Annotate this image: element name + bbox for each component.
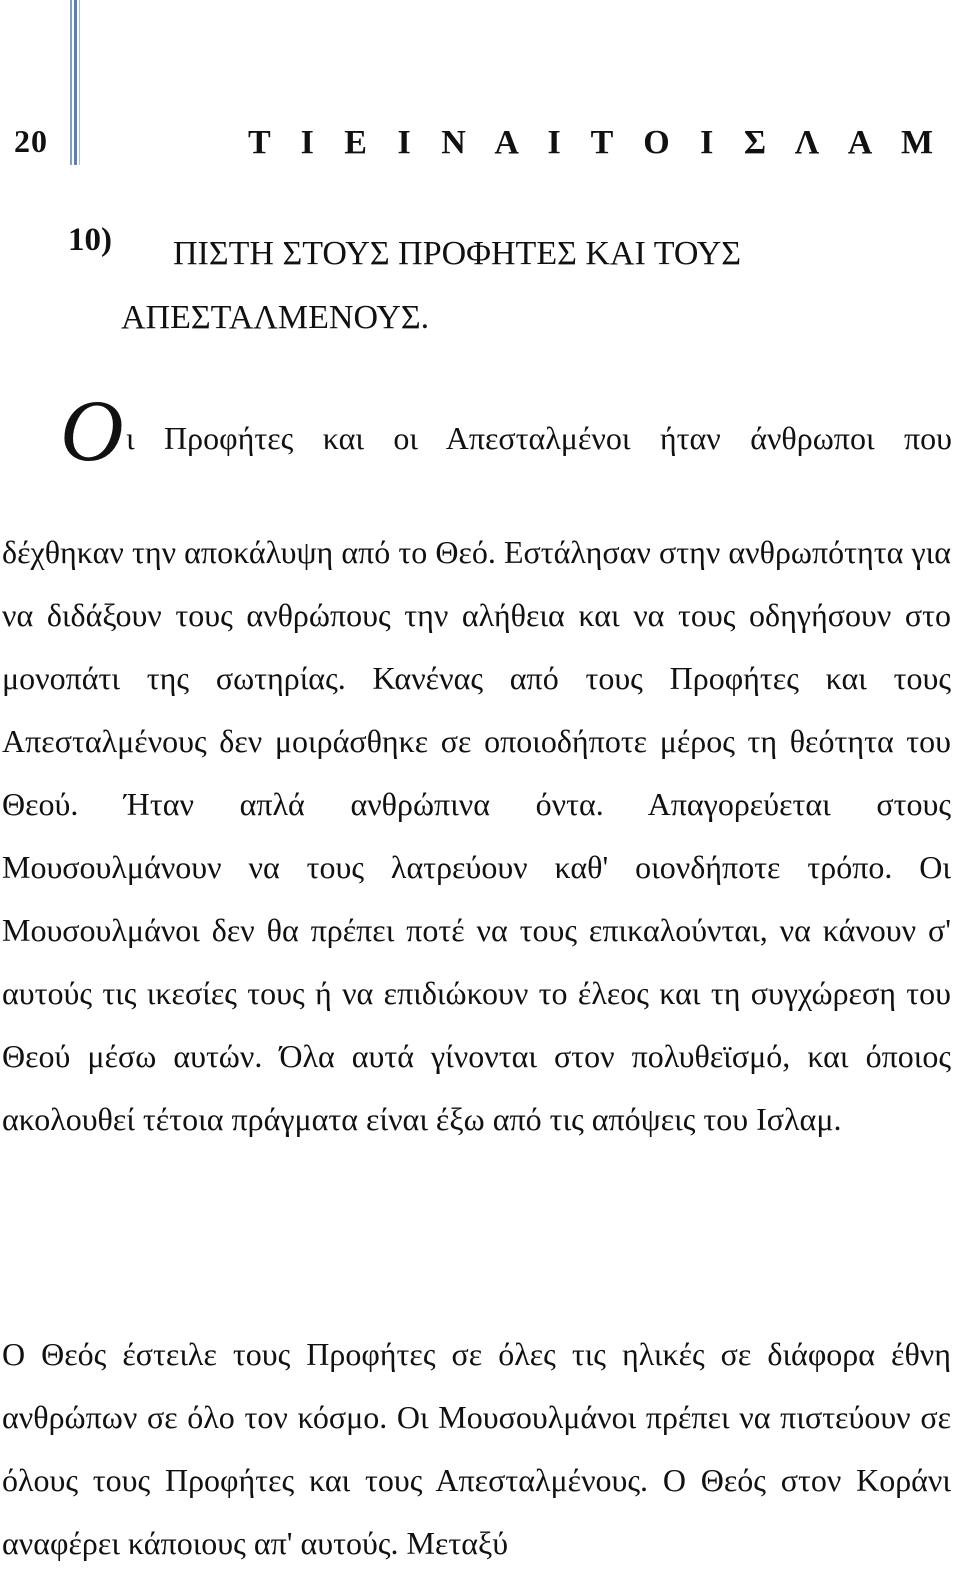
header-rule-right (79, 0, 80, 165)
paragraph-2: Ο Θεός έστειλε τους Προφήτες σε όλες τις ηλικές σε διάφορα έθνη ανθρώπων σε όλο τον κόσμο. Οι Μουσουλμάνοι πρέπει να πιστεύουν σε όλους τους Προφήτες και τους Απεσταλμένους. Ο Θεός στον Κοράνι αναφέρει κάποιους απ' αυτούς. Μεταξύ (2, 1336, 951, 1561)
drop-cap: Ο (60, 383, 124, 480)
header-rule-middle (74, 0, 77, 165)
section-number: 10) (68, 222, 112, 258)
page-number: 20 (14, 123, 48, 159)
paragraph-first-line: ι Προφήτες και οι Απεσταλμένοι ήταν άνθρωποι που (126, 420, 952, 456)
running-title: Τ Ι Ε Ι Ν Α Ι Τ Ο Ι Σ Λ Α Μ (248, 124, 945, 161)
header-rule-left (70, 0, 72, 165)
section-title: ΠΙΣΤΗ ΣΤΟΥΣ ΠΡΟΦΗΤΕΣ ΚΑΙ ΤΟΥΣ ΑΠΕΣΤΑΛΜΕΝΟΥΣ. (121, 235, 742, 336)
paragraph-1: δέχθηκαν την αποκάλυψη από το Θεό. Εστάλησαν στην ανθρωπότητα για να διδάξουν τους ανθρώπους την αλήθεια και να τους οδηγήσουν στο μονοπάτι της σωτηρίας. Κανένας από τους Προφήτες και τους Απεσταλμένους δεν μοιράσθηκε σε οποιοδήποτε μέρος τη θεότητα του Θεού. Ήταν απλά ανθρώπινα όντα. Απαγορεύεται στους Μουσουλμάνουν να τους λατρεύουν καθ' οιονδήποτε τρόπο. Οι Μουσουλμάνοι δεν θα πρέπει ποτέ να τους επικαλούνται, να κάνουν σ' αυτούς τις ικεσίες τους ή να επιδιώκουν το έλεος και τη συγχώρεση του Θεού μέσω αυτών. Όλα αυτά γίνονται στον πολυθεϊσμό, και όποιος ακολουθεί τέτοια πράγματα είναι έξω από τις απόψεις του Ισλαμ. (2, 534, 951, 1137)
